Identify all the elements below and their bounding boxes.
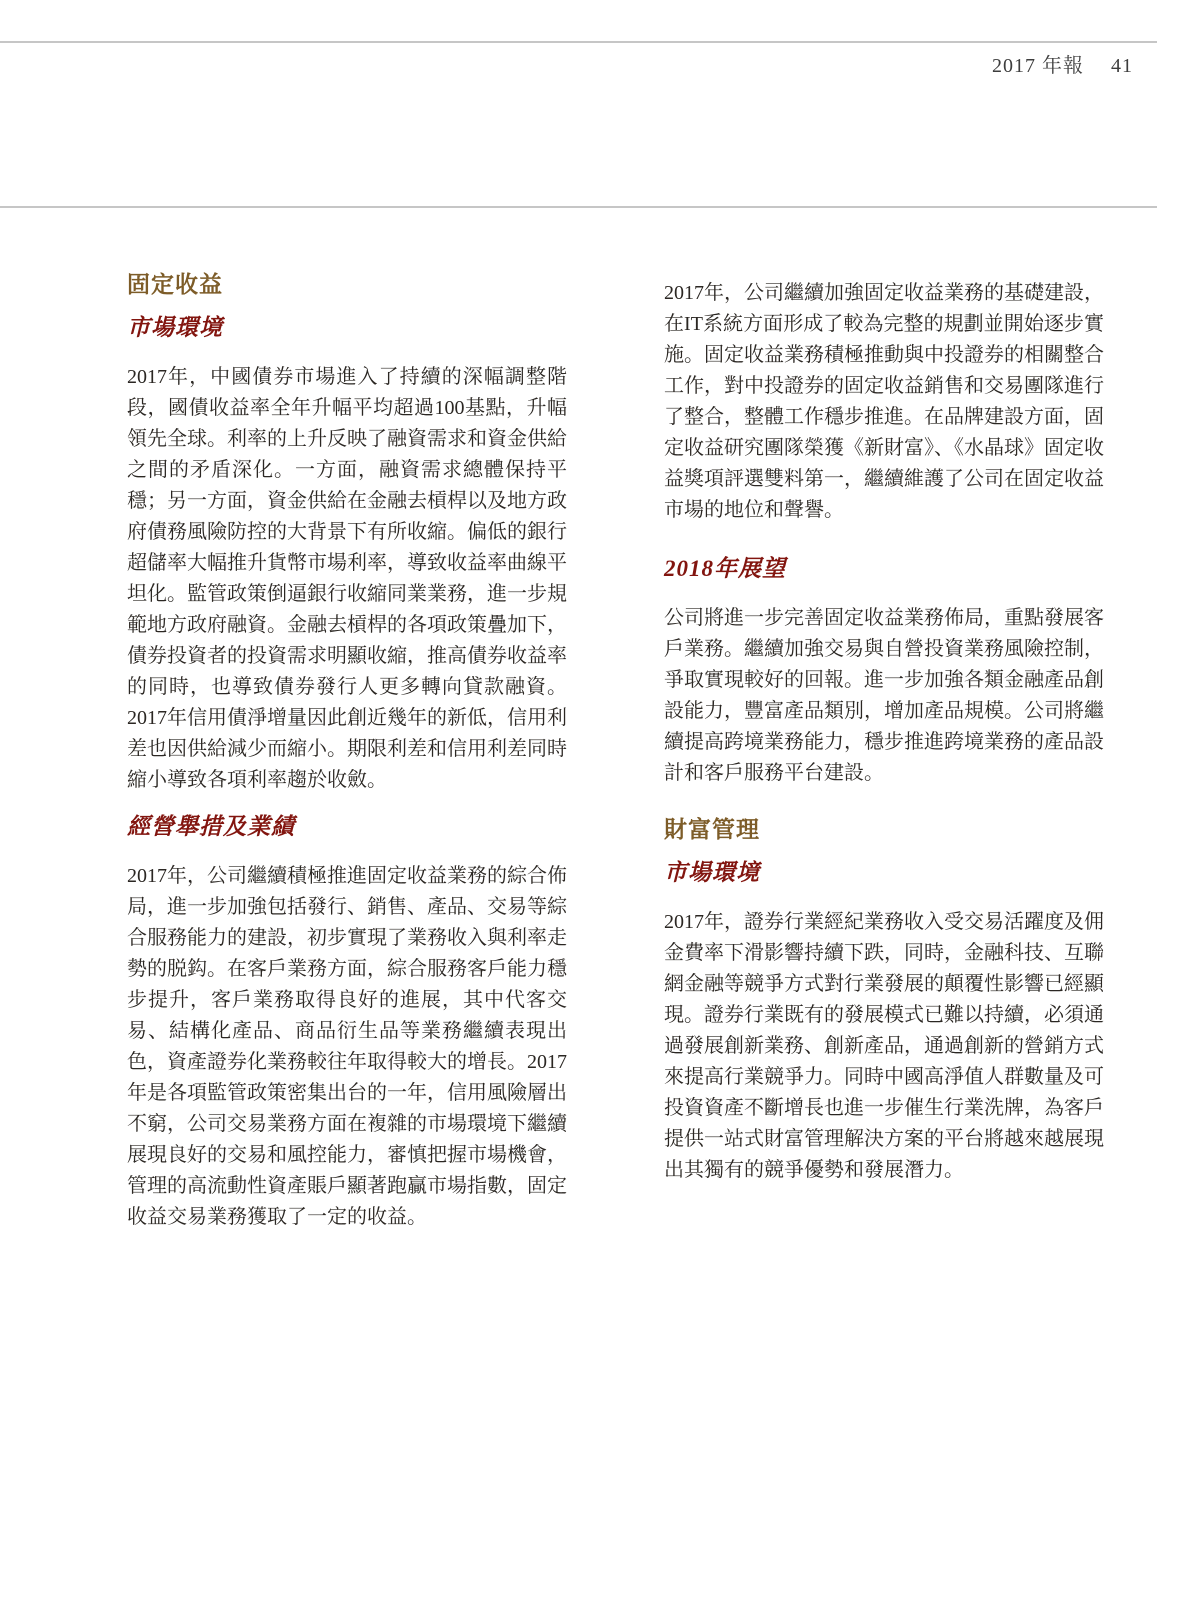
subheading-operations-results: 經營舉措及業績	[127, 814, 295, 839]
header-rule	[0, 41, 1157, 43]
right-column	[664, 262, 1104, 1233]
paragraph-market-environment: 2017年，中國債券市場進入了持續的深幅調整階段，國債收益率全年升幅平均超過100基點，升幅領先全球。利率的上升反映了融資需求和資金供給之間的矛盾深化。一方面，融資需求總體保持平穩；另一方面，資金供給在金融去槓桿以及地方政府債務風險防控的大背景下有所收縮。偏低的銀行超儲率大幅推升貨幣市場利率，導致收益率曲線平坦化。監管政策倒逼銀行收縮同業業務，進一步規範地方政府融資。金融去槓桿的各項政策疊加下，債券投資者的投資需求明顯收縮，推高債券收益率的同時，也導致債券發行人更多轉向貸款融資。2017年信用債淨增量因此創近幾年的新低，信用利差也因供給減少而縮小。期限利差和信用利差同時縮小導致各項利率趨於收斂。	[127, 366, 567, 791]
subheading-market-environment: 市場環境	[127, 315, 223, 340]
divider-rule	[0, 206, 1157, 208]
subheading-market-environment-wealth: 市場環境	[664, 860, 760, 885]
page-header	[992, 49, 1133, 78]
paragraph-operations-results: 2017年，公司繼續積極推進固定收益業務的綜合佈局，進一步加強包括發行、銷售、產品、交易等綜合服務能力的建設，初步實現了業務收入與利率走勢的脱鈎。在客戶業務方面，綜合服務客戶能力穩步提升，客戶業務取得良好的進展，其中代客交易、結構化產品、商品衍生品等業務繼續表現出色，資產證券化業務較往年取得較大的增長。2017年是各項監管政策密集出台的一年，信用風險層出不窮，公司交易業務方面在複雜的市場環境下繼續展現良好的交易和風控能力，審慎把握市場機會，管理的高流動性資產賬戶顯著跑贏市場指數，固定收益交易業務獲取了一定的收益。	[127, 865, 567, 1228]
section-heading-wealth-management: 財富管理	[664, 817, 760, 842]
paragraph-wealth-market-environment: 2017年，證券行業經紀業務收入受交易活躍度及佣金費率下滑影響持續下跌，同時，金融科技、互聯網金融等競爭方式對行業發展的顛覆性影響已經顯現。證券行業既有的發展模式已難以持續，必須通過發展創新業務、創新產品，通過創新的營銷方式來提高行業競爭力。同時中國高淨值人群數量及可投資資產不斷增長也進一步催生行業洗牌，為客戶提供一站式財富管理解決方案的平台將越來越展現出其獨有的競爭優勢和發展潛力。	[664, 911, 1104, 1181]
report-title: 2017 年報	[992, 55, 1084, 77]
page-number: 41	[1111, 55, 1133, 77]
paragraph-infrastructure: 2017年，公司繼續加強固定收益業務的基礎建設，在IT系統方面形成了較為完整的規劃並開始逐步實施。固定收益業務積極推動與中投證券的相關整合工作，對中投證券的固定收益銷售和交易團隊進行了整合，整體工作穩步推進。在品牌建設方面，固定收益研究團隊榮獲《新財富》、《水晶球》固定收益獎項評選雙料第一，繼續維護了公司在固定收益市場的地位和聲譽。	[664, 282, 1104, 521]
section-heading-fixed-income: 固定收益	[127, 272, 223, 297]
paragraph-2018-outlook: 公司將進一步完善固定收益業務佈局，重點發展客戶業務。繼續加強交易與自營投資業務風險控制，爭取實現較好的回報。進一步加強各類金融產品創設能力，豐富產品類別，增加產品規模。公司將繼續提高跨境業務能力，穩步推進跨境業務的產品設計和客戶服務平台建設。	[664, 607, 1104, 784]
content-area	[127, 262, 1104, 1233]
left-column	[127, 262, 567, 1233]
subheading-2018-outlook: 2018年展望	[664, 556, 786, 581]
